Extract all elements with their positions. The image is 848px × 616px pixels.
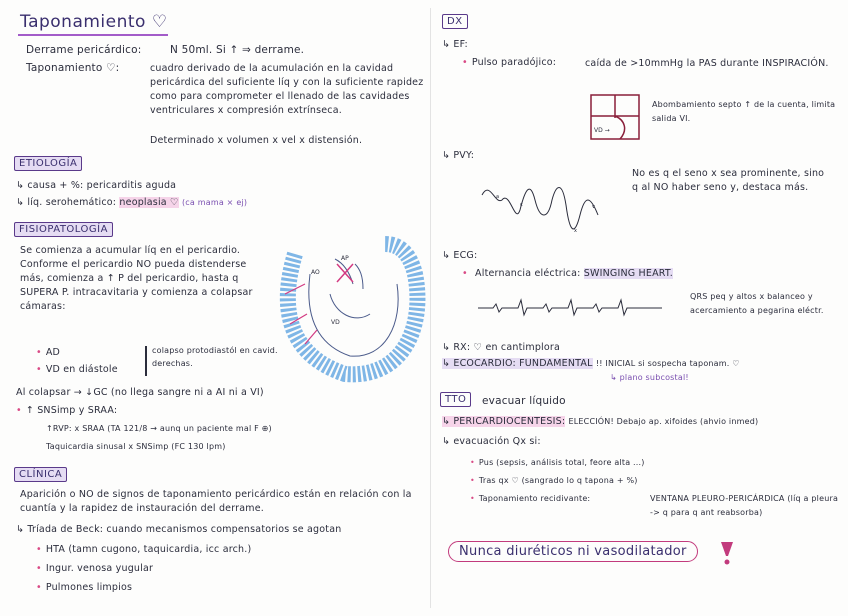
pvy-a: a xyxy=(496,194,500,200)
pvy-x: x xyxy=(574,228,577,234)
taquicardia-text: Taquicardia sinusal x SNSimp (FC 130 lpm) xyxy=(46,442,226,451)
title-underline xyxy=(18,34,168,36)
triada-item-2: • Ingur. venosa yugular xyxy=(36,563,153,574)
colapso-brace xyxy=(145,346,147,376)
pericardiocentesis-label: ↳ PERICARDIOCENTESIS: xyxy=(442,416,566,427)
exclamation-icon xyxy=(716,540,738,566)
rvp-text: ↑RVP: x SRAA (TA 121/8 → aunq un paciente mal F ⊕) xyxy=(46,424,272,433)
triada-item-1: • HTA (tamn cugono, taquicardia, icc arch.) xyxy=(36,544,251,555)
alternancia-label: Alternancia eléctrica: xyxy=(475,268,581,279)
ventana-text: VENTANA PLEURO-PERICÁRDICA (líq a pleura -> q para q ant reabsorba) xyxy=(650,494,839,517)
evacuacion-item-3: • Taponamiento recidivante: xyxy=(470,494,590,503)
colapso-item-ad: • AD xyxy=(36,347,60,358)
ecg-trace-icon xyxy=(478,296,663,318)
etiologia-line2 xyxy=(16,197,247,208)
alternancia-value: SWINGING HEART. xyxy=(583,268,673,279)
derrame-text: N 50ml. Si ↑ ⇒ derrame. xyxy=(170,44,305,56)
eco-label: ↳ ECOCARDIO: FUNDAMENTAL xyxy=(442,358,593,369)
abombamiento-text: Abombamiento septo ↑ de la cuenta, limita salida VI. xyxy=(652,100,836,123)
diagram-label-vd: VD xyxy=(331,319,340,326)
triada-beck: ↳ Tríada de Beck: cuando mecanismos compensatorios se agotan xyxy=(16,524,342,535)
evacuacion-item-2: • Tras qx ♡ (sangrado lo q tapona + %) xyxy=(470,476,638,485)
pvy-v: v xyxy=(592,204,595,210)
heart-vd-label: VD → xyxy=(594,127,610,134)
taponamiento-label: Taponamiento ♡: xyxy=(26,62,120,74)
determinado-text: Determinado x volumen x vel x distensión. xyxy=(150,135,363,146)
heart-chambers-icon xyxy=(590,94,640,140)
pvy-wave-icon xyxy=(480,180,610,240)
page-title: Taponamiento ♡ xyxy=(20,12,168,32)
etiologia-header: ETIOLOGÍA xyxy=(14,156,82,171)
pericardiocentesis-row xyxy=(442,416,758,427)
column-divider xyxy=(430,8,431,608)
nunca-warning-banner: Nunca diuréticos ni vasodilatador xyxy=(448,541,698,562)
pulso-text: caída de >10mmHg la PAS durante INSPIRACIÓN. xyxy=(585,58,829,69)
fisiopatologia-text: Se comienza a acumular líq en el pericardio. Conforme el pericardio NO pueda distenderse más, comienza a ↑ P del pericardio, hasta q SUPERA P. intracavitaria y comienza a colapsar cámaras: xyxy=(20,245,253,312)
fisiopatologia-header: FISIOPATOLOGÍA xyxy=(14,222,113,237)
pvy-c: c xyxy=(520,202,523,208)
triada-item-3: • Pulmones limpios xyxy=(36,582,132,593)
clinica-header: CLÍNICA xyxy=(14,467,67,482)
diagram-label-ao: AO xyxy=(311,269,320,276)
tto-title: evacuar líquido xyxy=(482,395,566,407)
colapso-text: colapso protodiastól en cavid. derechas. xyxy=(152,346,278,368)
etiologia-note: (ca mama × ej) xyxy=(181,198,248,207)
snsimp-text: • ↑ SNSimp y SRAA: xyxy=(16,405,117,416)
al-colapsar-text: Al colapsar → ↓GC (no llega sangre ni a AI ni a VI) xyxy=(16,387,264,398)
evacuacion-label: ↳ evacuación Qx si: xyxy=(442,436,541,447)
pvy-label: ↳ PVY: xyxy=(442,150,475,161)
taponamiento-definition: cuadro derivado de la acumulación en la cavidad pericárdica del suficiente líq y con la suficiente rapidez como para comprometer el llenado de las cavidades ventriculares x compresión extrínseca. xyxy=(150,63,424,116)
rx-text: ↳ RX: ♡ en cantimplora xyxy=(442,342,561,353)
qrs-text: QRS peq y altos x balanceo y acercamiento a pegarina eléctr. xyxy=(690,292,824,315)
pvy-text: No es q el seno x sea prominente, sino q al NO haber seno y, destaca más. xyxy=(632,168,825,193)
pericardiocentesis-text: ELECCIÓN! Debajo ap. xifoides (ahvio inmed) xyxy=(568,417,759,426)
clinica-text: Aparición o NO de signos de taponamiento pericárdico están en relación con la cuantía y la rapidez de instauración del derrame. xyxy=(20,489,412,514)
diagram-label-ap: AP xyxy=(341,255,349,262)
evacuacion-item-1: • Pus (sepsis, análisis total, feore alta ...) xyxy=(470,458,645,467)
pulso-label: • Pulso paradójico: xyxy=(462,57,556,68)
eco-text: !! INICIAL si sospecha taponam. ♡ xyxy=(595,359,740,368)
etiologia-line1: ↳ causa + %: pericarditis aguda xyxy=(16,180,177,191)
ecg-label: ↳ ECG: xyxy=(442,250,478,261)
dx-header: DX xyxy=(442,14,468,29)
etiologia-neoplasia: neoplasia ♡ xyxy=(119,197,179,208)
tto-header: TTO xyxy=(440,392,471,407)
eco-subtitle: ↳ plano subcostal! xyxy=(610,373,689,382)
etiologia-serohematico: ↳ líq. serohemático: xyxy=(16,197,117,208)
derrame-label: Derrame pericárdico: xyxy=(26,44,142,56)
ef-label: ↳ EF: xyxy=(442,39,468,50)
alternancia-row xyxy=(462,268,673,279)
eco-row xyxy=(442,358,740,369)
colapso-item-vd: • VD en diástole xyxy=(36,364,118,375)
